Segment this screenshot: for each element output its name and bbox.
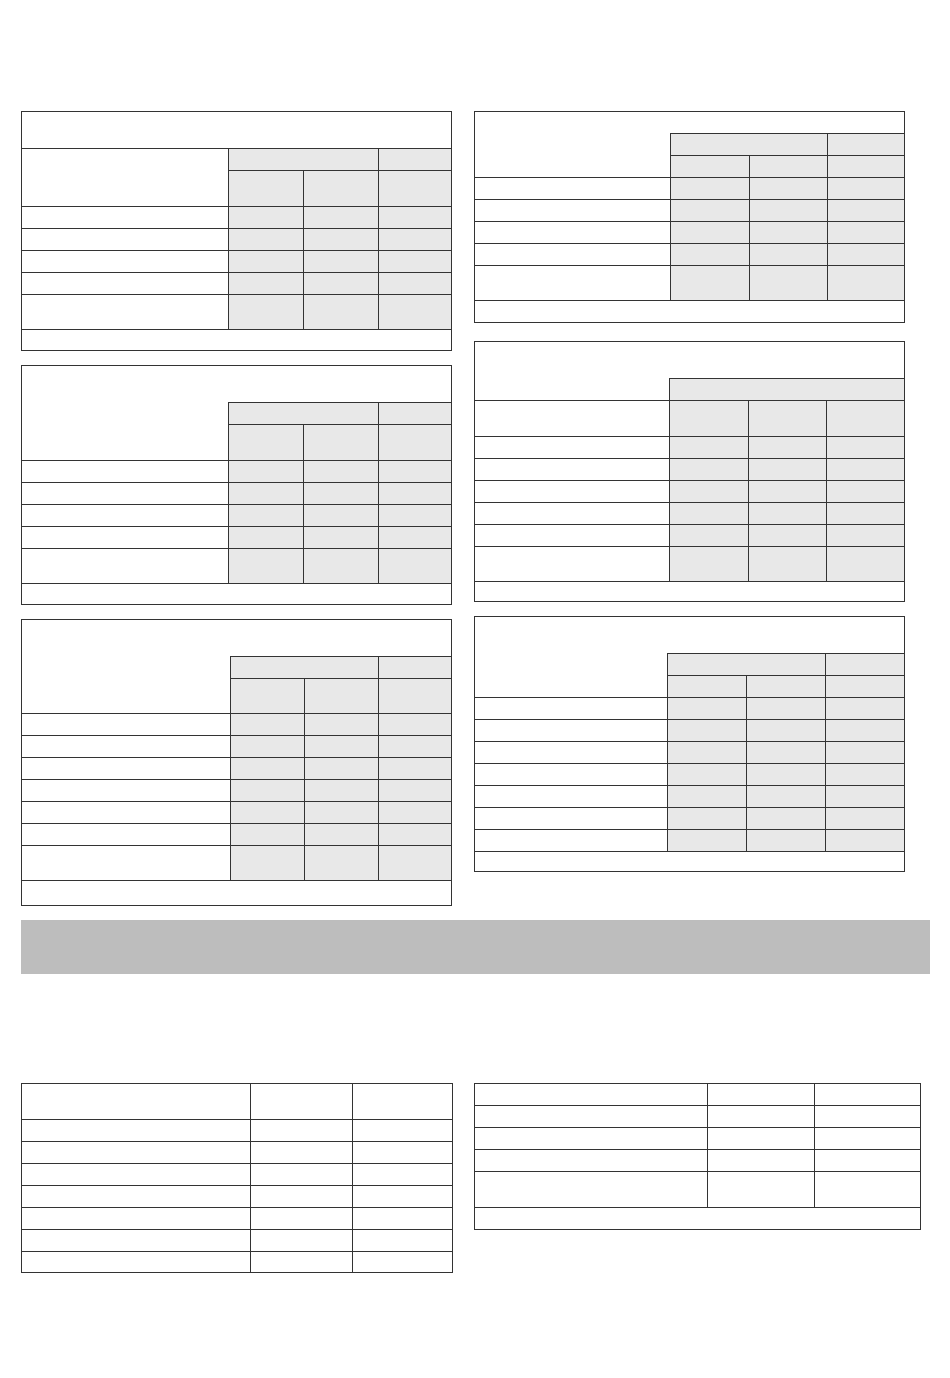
shaded-data-cell <box>378 548 451 583</box>
shaded-data-cell <box>228 402 378 424</box>
table-cell <box>475 480 669 502</box>
shaded-data-cell <box>669 524 748 546</box>
shaded-data-cell <box>230 801 304 823</box>
shaded-data-cell <box>303 460 378 482</box>
shaded-data-cell <box>303 526 378 548</box>
shaded-data-cell <box>378 823 451 845</box>
shaded-data-cell <box>378 656 451 678</box>
shaded-data-cell <box>669 400 748 436</box>
shaded-data-cell <box>303 424 378 460</box>
shaded-data-cell <box>378 272 451 294</box>
section-band <box>21 920 930 974</box>
table-cell <box>475 546 669 581</box>
shaded-data-cell <box>749 155 827 177</box>
shaded-data-cell <box>667 719 746 741</box>
shaded-data-cell <box>746 719 825 741</box>
shaded-data-cell <box>667 675 746 697</box>
table-cell <box>475 221 670 243</box>
table-cell <box>22 228 228 250</box>
table-cell <box>250 1207 352 1229</box>
table-cell <box>22 1229 250 1251</box>
shaded-data-cell <box>826 458 904 480</box>
shaded-data-cell <box>827 177 904 199</box>
table-cell <box>352 1163 452 1185</box>
shaded-data-cell <box>378 678 451 713</box>
table-cell <box>250 1119 352 1141</box>
shaded-data-cell <box>827 133 904 155</box>
table-cell <box>352 1229 452 1251</box>
shaded-data-cell <box>826 400 904 436</box>
table-cell <box>22 880 451 905</box>
table-cell <box>814 1127 920 1149</box>
shaded-data-cell <box>669 458 748 480</box>
table-cell <box>707 1083 814 1106</box>
shaded-data-cell <box>826 546 904 581</box>
table-cell <box>475 502 669 524</box>
table-7 <box>21 1083 453 1273</box>
shaded-data-cell <box>667 829 746 851</box>
shaded-data-cell <box>230 779 304 801</box>
shaded-data-cell <box>827 199 904 221</box>
table-2 <box>21 365 452 605</box>
shaded-data-cell <box>378 735 451 757</box>
table-cell <box>475 581 904 601</box>
shaded-data-cell <box>825 719 904 741</box>
shaded-data-cell <box>746 675 825 697</box>
table-cell <box>250 1141 352 1163</box>
shaded-data-cell <box>748 436 826 458</box>
shaded-data-cell <box>303 228 378 250</box>
table-cell <box>250 1163 352 1185</box>
table-cell <box>475 265 670 300</box>
table-cell <box>22 1251 250 1272</box>
shaded-data-cell <box>230 678 304 713</box>
shaded-data-cell <box>670 265 749 300</box>
shaded-data-cell <box>230 656 378 678</box>
table-cell <box>475 829 667 851</box>
shaded-data-cell <box>378 779 451 801</box>
shaded-data-cell <box>378 713 451 735</box>
shaded-data-cell <box>669 436 748 458</box>
table-cell <box>475 458 669 480</box>
shaded-data-cell <box>748 458 826 480</box>
table-cell <box>475 199 670 221</box>
shaded-data-cell <box>825 675 904 697</box>
shaded-data-cell <box>228 228 303 250</box>
shaded-data-cell <box>670 199 749 221</box>
shaded-data-cell <box>378 206 451 228</box>
shaded-data-cell <box>826 524 904 546</box>
shaded-data-cell <box>303 170 378 206</box>
shaded-data-cell <box>378 460 451 482</box>
shaded-data-cell <box>749 177 827 199</box>
shaded-data-cell <box>669 378 904 400</box>
table-1 <box>21 111 452 351</box>
shaded-data-cell <box>228 526 303 548</box>
shaded-data-cell <box>749 265 827 300</box>
shaded-data-cell <box>746 785 825 807</box>
shaded-data-cell <box>670 155 749 177</box>
table-cell <box>22 482 228 504</box>
shaded-data-cell <box>826 480 904 502</box>
shaded-data-cell <box>669 502 748 524</box>
table-cell <box>22 801 230 823</box>
shaded-data-cell <box>303 482 378 504</box>
shaded-data-cell <box>378 148 451 170</box>
shaded-data-cell <box>228 504 303 526</box>
shaded-data-cell <box>667 653 825 675</box>
table-cell <box>475 524 669 546</box>
table-cell <box>475 1105 707 1127</box>
shaded-data-cell <box>827 155 904 177</box>
shaded-data-cell <box>228 206 303 228</box>
shaded-data-cell <box>746 763 825 785</box>
shaded-data-cell <box>749 221 827 243</box>
shaded-data-cell <box>228 460 303 482</box>
shaded-data-cell <box>228 424 303 460</box>
shaded-data-cell <box>230 757 304 779</box>
table-cell <box>475 300 904 322</box>
shaded-data-cell <box>667 763 746 785</box>
table-cell <box>22 329 451 350</box>
shaded-data-cell <box>378 170 451 206</box>
table-cell <box>22 272 228 294</box>
shaded-data-cell <box>746 807 825 829</box>
shaded-data-cell <box>230 845 304 880</box>
shaded-data-cell <box>670 221 749 243</box>
shaded-data-cell <box>825 741 904 763</box>
table-cell <box>22 1119 250 1141</box>
table-cell <box>250 1229 352 1251</box>
shaded-data-cell <box>304 713 378 735</box>
shaded-data-cell <box>667 785 746 807</box>
shaded-data-cell <box>748 524 826 546</box>
shaded-data-cell <box>746 829 825 851</box>
shaded-data-cell <box>827 265 904 300</box>
table-cell <box>22 845 230 880</box>
table-cell <box>22 1163 250 1185</box>
shaded-data-cell <box>378 402 451 424</box>
table-cell <box>475 243 670 265</box>
shaded-data-cell <box>378 294 451 329</box>
shaded-data-cell <box>826 502 904 524</box>
shaded-data-cell <box>228 170 303 206</box>
table-cell <box>707 1127 814 1149</box>
shaded-data-cell <box>228 548 303 583</box>
table-cell <box>22 548 228 583</box>
shaded-data-cell <box>746 741 825 763</box>
shaded-data-cell <box>748 546 826 581</box>
shaded-data-cell <box>378 845 451 880</box>
shaded-data-cell <box>303 504 378 526</box>
shaded-data-cell <box>825 763 904 785</box>
shaded-data-cell <box>230 823 304 845</box>
shaded-data-cell <box>378 250 451 272</box>
shaded-data-cell <box>825 829 904 851</box>
shaded-data-cell <box>304 757 378 779</box>
table-cell <box>352 1251 452 1272</box>
shaded-data-cell <box>304 678 378 713</box>
shaded-data-cell <box>827 243 904 265</box>
shaded-data-cell <box>378 526 451 548</box>
table-8 <box>474 1083 921 1230</box>
shaded-data-cell <box>748 400 826 436</box>
shaded-data-cell <box>304 801 378 823</box>
table-cell <box>475 741 667 763</box>
shaded-data-cell <box>669 546 748 581</box>
shaded-data-cell <box>228 272 303 294</box>
table-cell <box>475 719 667 741</box>
table-cell <box>22 735 230 757</box>
table-cell <box>475 851 904 871</box>
shaded-data-cell <box>667 741 746 763</box>
shaded-data-cell <box>670 177 749 199</box>
shaded-data-cell <box>228 482 303 504</box>
shaded-data-cell <box>378 504 451 526</box>
shaded-data-cell <box>826 436 904 458</box>
shaded-data-cell <box>670 243 749 265</box>
shaded-data-cell <box>669 480 748 502</box>
table-cell <box>475 697 667 719</box>
table-cell <box>22 757 230 779</box>
table-cell <box>475 1149 707 1171</box>
table-cell <box>475 1171 707 1207</box>
shaded-data-cell <box>303 272 378 294</box>
shaded-data-cell <box>825 785 904 807</box>
table-cell <box>814 1105 920 1127</box>
shaded-data-cell <box>825 807 904 829</box>
shaded-data-cell <box>303 548 378 583</box>
shaded-data-cell <box>825 697 904 719</box>
table-cell <box>250 1083 352 1120</box>
table-5 <box>474 341 905 602</box>
shaded-data-cell <box>230 735 304 757</box>
table-cell <box>250 1185 352 1207</box>
table-cell <box>352 1083 452 1120</box>
table-cell <box>707 1171 814 1207</box>
table-cell <box>475 763 667 785</box>
shaded-data-cell <box>230 713 304 735</box>
shaded-data-cell <box>304 779 378 801</box>
table-3 <box>21 619 452 906</box>
table-cell <box>22 250 228 272</box>
table-cell <box>475 807 667 829</box>
shaded-data-cell <box>827 221 904 243</box>
shaded-data-cell <box>748 480 826 502</box>
table-cell <box>22 1185 250 1207</box>
shaded-data-cell <box>303 206 378 228</box>
shaded-data-cell <box>748 502 826 524</box>
table-cell <box>22 526 228 548</box>
table-cell <box>814 1149 920 1171</box>
table-6 <box>474 616 905 872</box>
table-cell <box>814 1171 920 1207</box>
shaded-data-cell <box>825 653 904 675</box>
table-cell <box>22 779 230 801</box>
shaded-data-cell <box>304 823 378 845</box>
table-cell <box>250 1251 352 1272</box>
shaded-data-cell <box>378 757 451 779</box>
shaded-data-cell <box>746 697 825 719</box>
table-cell <box>22 206 228 228</box>
table-cell <box>707 1105 814 1127</box>
shaded-data-cell <box>303 294 378 329</box>
shaded-data-cell <box>378 424 451 460</box>
shaded-data-cell <box>378 482 451 504</box>
table-cell <box>22 504 228 526</box>
shaded-data-cell <box>667 807 746 829</box>
shaded-data-cell <box>670 133 827 155</box>
shaded-data-cell <box>228 148 378 170</box>
table-cell <box>22 460 228 482</box>
table-cell <box>475 177 670 199</box>
table-cell <box>475 400 669 436</box>
table-cell <box>22 1141 250 1163</box>
table-cell <box>352 1141 452 1163</box>
shaded-data-cell <box>304 735 378 757</box>
table-cell <box>352 1207 452 1229</box>
table-cell <box>22 823 230 845</box>
table-cell <box>475 1127 707 1149</box>
table-cell <box>707 1149 814 1171</box>
table-cell <box>22 713 230 735</box>
shaded-data-cell <box>749 199 827 221</box>
table-cell <box>22 1207 250 1229</box>
shaded-data-cell <box>749 243 827 265</box>
shaded-data-cell <box>378 801 451 823</box>
table-cell <box>22 583 451 604</box>
table-cell <box>475 436 669 458</box>
shaded-data-cell <box>228 250 303 272</box>
table-cell <box>814 1083 920 1106</box>
shaded-data-cell <box>303 250 378 272</box>
table-cell <box>352 1119 452 1141</box>
shaded-data-cell <box>304 845 378 880</box>
table-4 <box>474 111 905 323</box>
table-cell <box>475 785 667 807</box>
table-cell <box>352 1185 452 1207</box>
shaded-data-cell <box>378 228 451 250</box>
shaded-data-cell <box>228 294 303 329</box>
table-cell <box>22 294 228 329</box>
shaded-data-cell <box>667 697 746 719</box>
table-cell <box>475 1207 920 1229</box>
